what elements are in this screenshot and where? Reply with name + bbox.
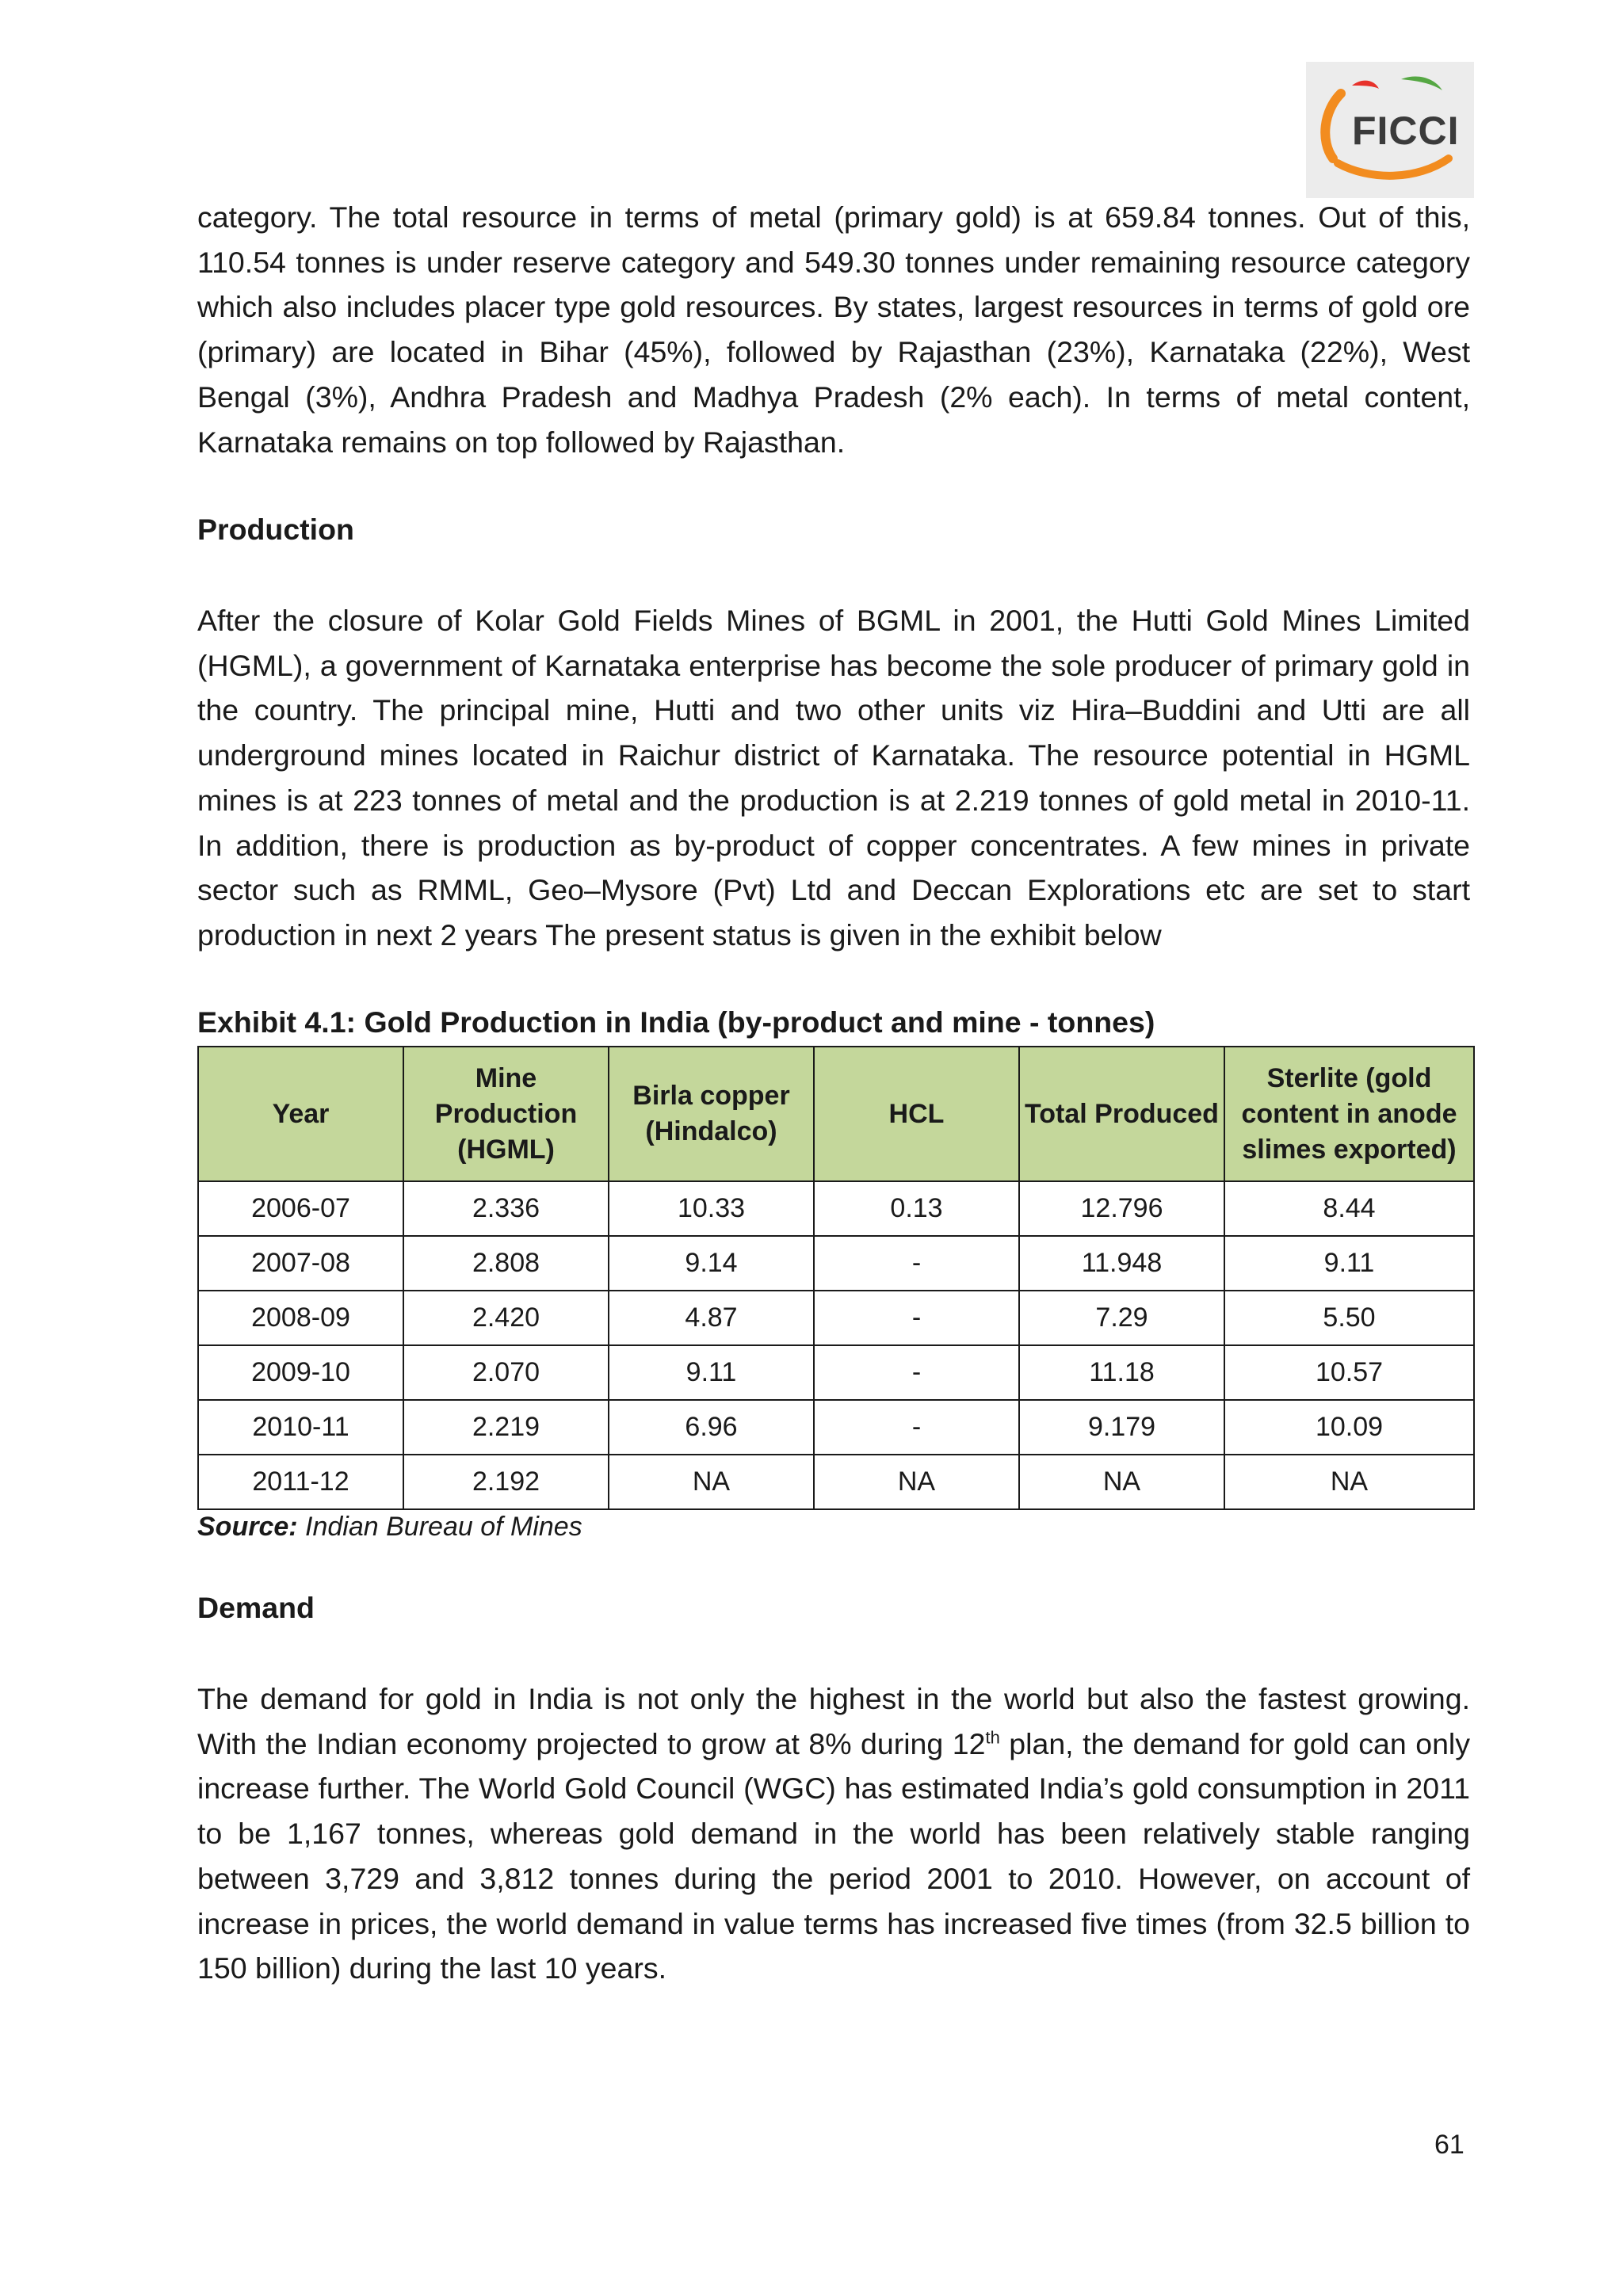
source-text: Indian Bureau of Mines <box>305 1512 582 1542</box>
header-hcl: HCL <box>814 1047 1019 1181</box>
table-cell: NA <box>1224 1455 1474 1509</box>
intro-section <box>197 195 1470 464</box>
production-section <box>197 507 1470 551</box>
header-birla-copper: Birla copper (Hindalco) <box>609 1047 814 1181</box>
table-cell: NA <box>609 1455 814 1509</box>
table-cell: 6.96 <box>609 1400 814 1455</box>
table-cell: NA <box>1019 1455 1224 1509</box>
exhibit-title: Exhibit 4.1: Gold Production in India (by-product and mine - tonnes) <box>197 1005 1155 1039</box>
header-sterlite: Sterlite (gold content in anode slimes exported) <box>1224 1047 1474 1181</box>
production-paragraph: After the closure of Kolar Gold Fields Mines of BGML in 2001, the Hutti Gold Mines Limited (HGML), a government of Karnataka enterprise has become the sole producer of primary gold in the country. The principal mine, Hutti and two other units viz Hira–Buddini and Utti are all underground mines located in Raichur district of Karnataka. The resource potential in HGML mines is at 223 tonnes of metal and the production is at 2.219 tonnes of gold metal in 2010-11. In addition, there is production as by-product of copper concentrates. A few mines in private sector such as RMML, Geo–Mysore (Pvt) Ltd and Deccan Explorations etc are set to start production in next 2 years The present status is given in the exhibit below <box>197 604 1470 952</box>
source-label: Source: <box>197 1512 298 1542</box>
table-cell: 2009-10 <box>198 1345 403 1400</box>
table-cell: NA <box>814 1455 1019 1509</box>
demand-body <box>197 1676 1470 1991</box>
table-cell: 5.50 <box>1224 1291 1474 1345</box>
table-cell: 11.18 <box>1019 1345 1224 1400</box>
ficci-logo-text: FICCI <box>1352 109 1460 153</box>
demand-section <box>197 1585 1470 1630</box>
table-cell: 10.33 <box>609 1181 814 1236</box>
table-cell: 10.09 <box>1224 1400 1474 1455</box>
intro-paragraph: category. The total resource in terms of metal (primary gold) is at 659.84 tonnes. Out of this, 110.54 tonnes is under reserve category and 549.30 tonnes under remaining resource category which also includes placer type gold resources. By states, largest resources in terms of gold ore (primary) are located in Bihar (45%), followed by Rajasthan (23%), Karnataka (22%), West Bengal (3%), Andhra Pradesh and Madhya Pradesh (2% each). In terms of metal content, Karnataka remains on top followed by Rajasthan. <box>197 200 1470 459</box>
table-cell: 2.420 <box>403 1291 609 1345</box>
demand-text-part1: The demand for gold in India is not only the highest in the world but also the fastest growing. With the Indian economy projected to grow at 8% during 12 <box>197 1682 1470 1760</box>
table-cell: 2.336 <box>403 1181 609 1236</box>
table-cell: - <box>814 1400 1019 1455</box>
table-cell: 9.179 <box>1019 1400 1224 1455</box>
table-cell: - <box>814 1291 1019 1345</box>
demand-text-part2: plan, the demand for gold can only increase further. The World Gold Council (WGC) has estimated India’s gold consumption in 2011 to be 1,167 tonnes, whereas gold demand in the world has been relatively stable ranging between 3,729 and 3,812 tonnes during the period 2001 to 2010. However, on account of increase in prices, the world demand in value terms has increased five times (from 32.5 billion to 150 billion) during the last 10 years. <box>197 1726 1471 1985</box>
table-header-row <box>198 1047 1474 1181</box>
table-cell: 2.219 <box>403 1400 609 1455</box>
table-cell: 2.808 <box>403 1236 609 1291</box>
table-cell: 9.14 <box>609 1236 814 1291</box>
table-cell: 2008-09 <box>198 1291 403 1345</box>
page-number: 61 <box>1434 2130 1465 2160</box>
ficci-logo <box>1306 62 1474 198</box>
table-cell: 8.44 <box>1224 1181 1474 1236</box>
table-cell: 9.11 <box>609 1345 814 1400</box>
table-cell: 2011-12 <box>198 1455 403 1509</box>
table-cell: 12.796 <box>1019 1181 1224 1236</box>
table-cell: 2.192 <box>403 1455 609 1509</box>
demand-superscript: th <box>985 1727 1000 1748</box>
header-mine-production: Mine Production (HGML) <box>403 1047 609 1181</box>
table-cell: - <box>814 1236 1019 1291</box>
table-row <box>198 1236 1474 1291</box>
table-cell: - <box>814 1345 1019 1400</box>
production-body <box>197 598 1470 958</box>
gold-production-table <box>197 1046 1475 1510</box>
header-total-produced: Total Produced <box>1019 1047 1224 1181</box>
table-cell: 2007-08 <box>198 1236 403 1291</box>
table-cell: 2006-07 <box>198 1181 403 1236</box>
production-heading: Production <box>197 513 354 546</box>
header-year: Year <box>198 1047 403 1181</box>
table-cell: 0.13 <box>814 1181 1019 1236</box>
demand-paragraph <box>197 1676 1470 1991</box>
table-cell: 7.29 <box>1019 1291 1224 1345</box>
table-cell: 2010-11 <box>198 1400 403 1455</box>
table-cell: 10.57 <box>1224 1345 1474 1400</box>
table-row <box>198 1181 1474 1236</box>
table-cell: 2.070 <box>403 1345 609 1400</box>
table-row <box>198 1291 1474 1345</box>
table-cell: 4.87 <box>609 1291 814 1345</box>
table-source <box>197 1512 582 1543</box>
table-cell: 9.11 <box>1224 1236 1474 1291</box>
table-row <box>198 1400 1474 1455</box>
table-cell: 11.948 <box>1019 1236 1224 1291</box>
table-row <box>198 1455 1474 1509</box>
demand-heading: Demand <box>197 1591 315 1624</box>
table-row <box>198 1345 1474 1400</box>
